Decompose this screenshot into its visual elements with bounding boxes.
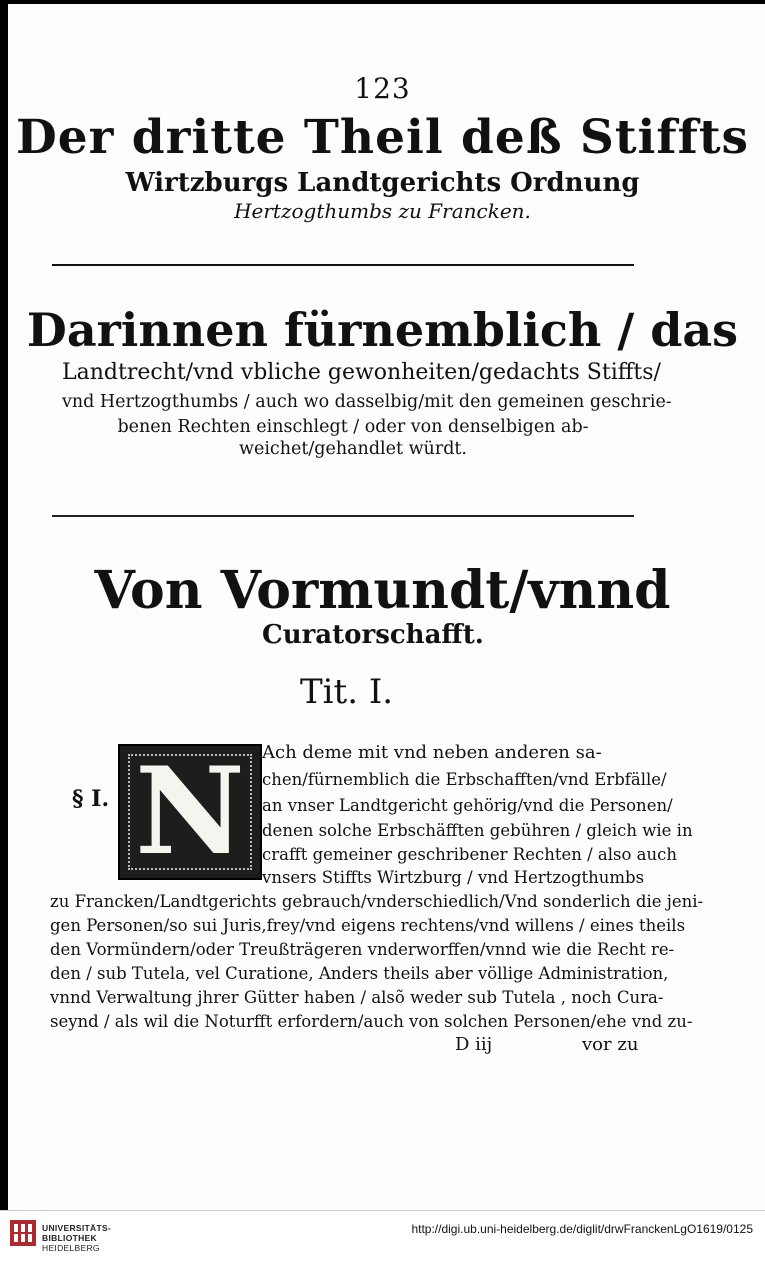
subtitle-line-4: weichet/gehandlet würdt. [239,439,467,459]
body-line: Ach deme mit vnd neben anderen sa- [262,742,602,763]
scan-top-edge [0,0,765,4]
body-line: gen Personen/so sui Juris,frey/vnd eigens rechtens/vnd willens / eines theils [50,916,686,935]
subtitle-heading: Darinnen fürnemblich / das [26,303,739,357]
body-line: vnsers Stiffts Wirtzburg / vnd Hertzogthumbs [262,868,645,887]
body-line: crafft gemeiner geschribener Rechten / also auch [262,845,677,864]
body-line: an vnser Landtgericht gehörig/vnd die Personen/ [262,796,673,815]
body-line: zu Francken/Landtgerichts gebrauch/vnderschiedlich/Vnd sonderlich die jeni- [50,892,704,911]
section-heading: Von Vormundt/vnnd [94,560,671,621]
library-name-line-1: UNIVERSITÄTS- [42,1223,112,1233]
divider-rule-top [52,264,634,266]
subtitle-line-3: benen Rechten einschlegt / oder von denselbigen ab- [117,417,589,437]
library-name-line-3: HEIDELBERG [42,1243,100,1253]
source-url-link[interactable]: http://digi.ub.uni-heidelberg.de/diglit/drwFranckenLgO1619/0125 [411,1222,753,1236]
signature-mark: D iij [455,1034,493,1055]
university-library-logo-icon [10,1220,36,1246]
body-line: den Vormündern/oder Treußträgeren vnderworffen/vnnd wie die Recht re- [50,940,675,959]
decorated-initial: N [118,744,262,880]
body-line: vnnd Verwaltung jhrer Gütter haben / alsõ weder sub Tutela , noch Cura- [50,988,664,1007]
catchword: vor zu [582,1034,639,1055]
divider-rule-middle [52,515,634,517]
title-number: Tit. I. [300,672,394,712]
body-line: denen solche Erbschäfften gebühren / gleich wie in [262,821,693,840]
page-title-line-2: Wirtzburgs Landtgerichts Ordnung [125,168,640,198]
body-line: seynd / als wil die Noturfft erfordern/auch von solchen Personen/ehe vnd zu- [50,1012,693,1031]
footer-bar [0,1210,765,1267]
page-number: 123 [354,72,411,105]
paragraph-mark: § I. [72,786,110,812]
page-title: Der dritte Theil deß Stiffts [15,110,750,165]
page-title-line-3: Hertzogthumbs zu Francken. [234,199,531,223]
body-line: chen/fürnemblich die Erbschafften/vnd Erbfälle/ [262,770,667,789]
library-name-line-2: BIBLIOTHEK [42,1233,97,1243]
subtitle-line-1: Landtrecht/vnd vbliche gewonheiten/gedachts Stiffts/ [62,360,661,385]
subtitle-line-2: vnd Hertzogthumbs / auch wo dasselbig/mit den gemeinen geschrie- [62,392,672,412]
body-line: den / sub Tutela, vel Curatione, Anders theils aber völlige Administration, [50,964,669,983]
section-subheading: Curatorschafft. [262,620,484,650]
